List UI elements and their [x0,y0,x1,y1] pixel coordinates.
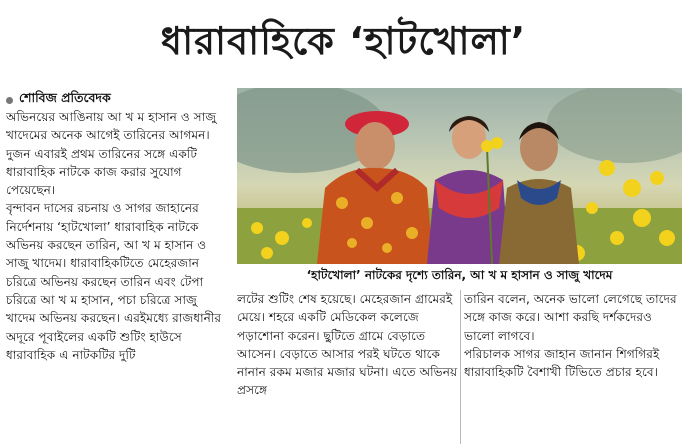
article-column-2 [237,290,458,444]
byline [6,90,230,110]
article-column-1 [6,108,230,444]
paragraph: পরিচালক সাগর জাহান জানান শিগগিরই ধারাবাহিকটি বৈশাখী টিভিতে প্রচার হবে। [464,346,660,380]
paragraph: লটের শুটিং শেষ হয়েছে। মেহেরজান গ্রামেরই মেয়ে। শহরে একটি মেডিকেল কলেজে পড়াশোনা করেন। ছুটিতে গ্রামে বেড়াতে আসেন। বেড়াতে আসার পরই ঘটতে থাকে নানান রকম মজার মজার ঘটনা। এতে অভিনয় প্রসঙ্গে [237,292,458,398]
paragraph: অভিনয়ের আঙিনায় আ খ ম হাসান ও সাজু খাদেমের অনেক আগেই তারিনের আগমন। দুজন এবারই প্রথম তারিনের সঙ্গে একটি ধারাবাহিক নাটকে কাজ করার সুযোগ পেয়েছেন। [6,110,217,198]
bullet-icon [6,97,13,104]
column-divider [460,290,461,444]
paragraph: বৃন্দাবন দাসের রচনায় ও সাগর জাহানের নির্দেশনায় ‘হাটখোলা’ ধারাবাহিক নাটকে অভিনয় করছেন তারিন, আ খ ম হাসান ও সাজু খাদেম। ধারাবাহিকটিতে মেহেরজান চরিত্রে অভিনয় করছেন তারিন এবং টেপা চরিত্রে আ খ ম হাসান, পচা চরিত্রে সাজু খাদেম অভিনয় করছেন। এরইমধ্যে রাজধানীর অদূরে পূবাইলের একটি শুটিং হাউসে ধারাবাহিক এ নাটকটির দুটি [6,201,222,362]
photo-caption: ‘হাটখোলা’ নাটকের দৃশ্যে তারিন, আ খ ম হাসান ও সাজু খাদেম [306,268,613,282]
byline-text: শোবিজ প্রতিবেদক [19,90,111,105]
headline: ধারাবাহিকে ‘হাটখোলা’ [160,19,527,63]
paragraph: তারিন বলেন, অনেক ভালো লেগেছে তাদের সঙ্গে কাজ করে। আশা করছি দর্শকদেরও ভালো লাগবে। [464,292,677,343]
photo-illustration [237,88,682,264]
article-column-3 [464,290,682,444]
article-photo [237,88,682,264]
